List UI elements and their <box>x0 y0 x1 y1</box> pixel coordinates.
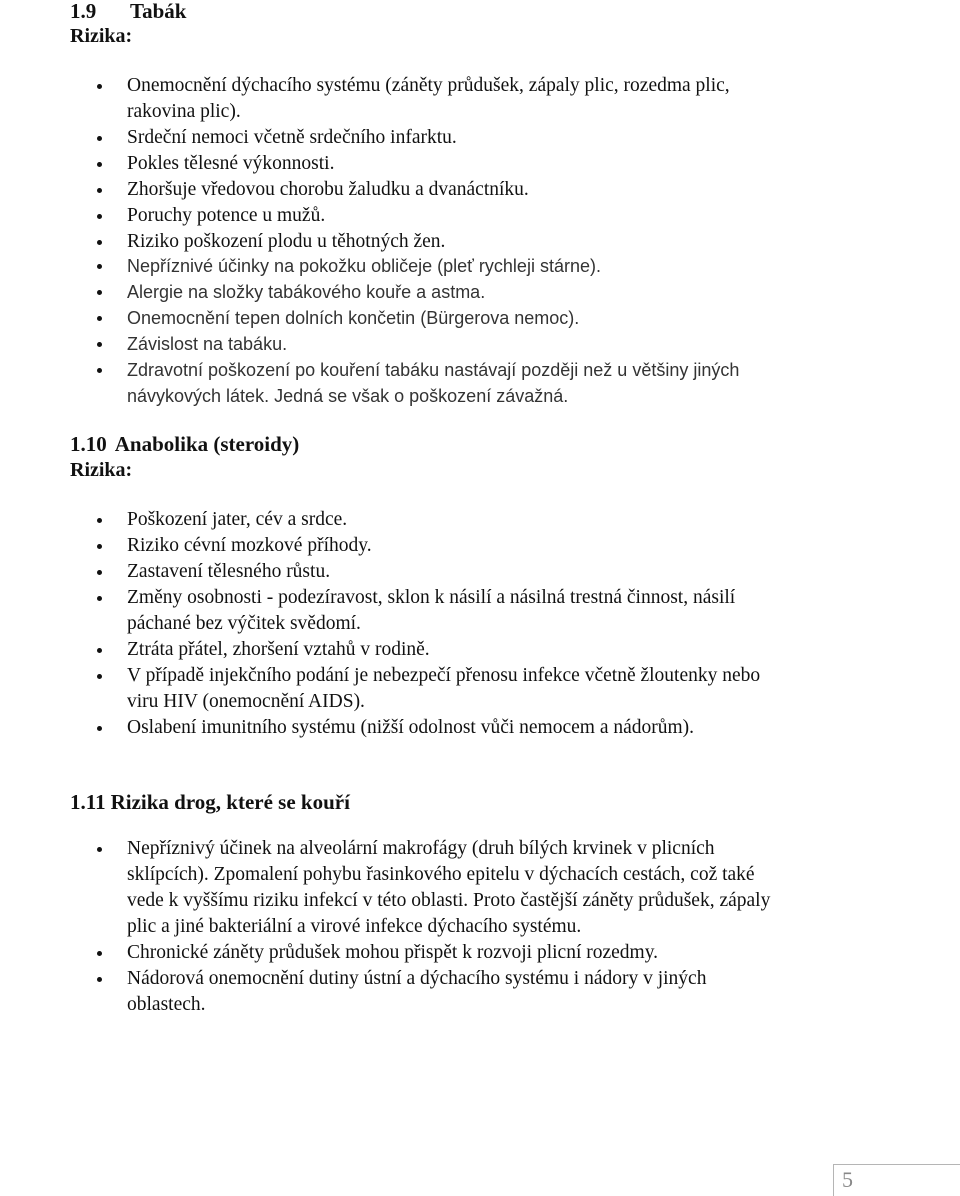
bullet-icon <box>97 951 102 956</box>
bullet-icon <box>97 368 102 373</box>
list-item: Změny osobnosti - podezíravost, sklon k násilí a násilná trestná činnost, násilí páchané bez výčitek svědomí. <box>0 585 777 637</box>
tobacco-risk-list <box>0 73 777 255</box>
section-number: 1.10 <box>70 432 107 456</box>
bullet-icon <box>97 214 102 219</box>
anabolics-risk-list <box>0 507 777 741</box>
list-item: Nepříznivý účinek na alveolární makrofágy (druh bílých krvinek v plicních sklípcích). Zpomalení pohybu řasinkového epitelu v dýchacích cestách, což také vede k vyššímu riziku infekcí v této oblasti. Proto častější záněty průdušek, zápaly plic a jiné bakteriální a virové infekce dýchacího systému. <box>0 836 777 940</box>
bullet-icon <box>97 570 102 575</box>
list-item: Ztráta přátel, zhoršení vztahů v rodině. <box>0 637 777 663</box>
bullet-icon <box>97 596 102 601</box>
list-item: Zdravotní poškození po kouření tabáku nastávají později než u většiny jiných návykových látek. Jedná se však o poškození závažná. <box>0 357 777 409</box>
tobacco-risk-list-cont <box>0 253 777 409</box>
page-number: 5 <box>842 1167 853 1192</box>
bullet-icon <box>97 847 102 852</box>
list-item: Zastavení tělesného růstu. <box>0 559 777 585</box>
bullet-icon <box>97 264 102 269</box>
list-item: Onemocnění dýchacího systému (záněty průdušek, zápaly plic, rozedma plic, rakovina plic). <box>0 73 777 125</box>
section-number: 1.11 <box>70 790 106 814</box>
bullet-icon <box>97 84 102 89</box>
list-item: Chronické záněty průdušek mohou přispět k rozvoji plicní rozedmy. <box>0 940 777 966</box>
section-heading-smoked-drugs <box>70 789 350 815</box>
bullet-icon <box>97 518 102 523</box>
section-heading-tobacco <box>70 0 186 24</box>
bullet-icon <box>97 726 102 731</box>
bullet-icon <box>97 648 102 653</box>
list-item: Onemocnění tepen dolních končetin (Bürgerova nemoc). <box>0 305 777 331</box>
bullet-icon <box>97 162 102 167</box>
list-item: Riziko poškození plodu u těhotných žen. <box>0 229 777 255</box>
bullet-icon <box>97 342 102 347</box>
bullet-icon <box>97 316 102 321</box>
section-title: Tabák <box>130 0 187 23</box>
bullet-icon <box>97 136 102 141</box>
section-title: Anabolika (steroidy) <box>114 432 300 456</box>
list-item: Oslabení imunitního systému (nižší odolnost vůči nemocem a nádorům). <box>0 715 777 741</box>
list-item: V případě injekčního podání je nebezpečí přenosu infekce včetně žloutenky nebo viru HIV (onemocnění AIDS). <box>0 663 777 715</box>
list-item: Nepříznivé účinky na pokožku obličeje (pleť rychleji stárne). <box>0 253 777 279</box>
list-item: Alergie na složky tabákového kouře a astma. <box>0 279 777 305</box>
bullet-icon <box>97 290 102 295</box>
bullet-icon <box>97 977 102 982</box>
list-item: Pokles tělesné výkonnosti. <box>0 151 777 177</box>
section-title: Rizika drog, které se kouří <box>110 790 350 814</box>
section-heading-anabolics <box>70 431 299 457</box>
list-item: Riziko cévní mozkové příhody. <box>0 533 777 559</box>
bullet-icon <box>97 240 102 245</box>
section-number: 1.9 <box>70 0 97 23</box>
bullet-icon <box>97 544 102 549</box>
bullet-icon <box>97 674 102 679</box>
list-item: Srdeční nemoci včetně srdečního infarktu. <box>0 125 777 151</box>
list-item: Zhoršuje vředovou chorobu žaludku a dvanáctníku. <box>0 177 777 203</box>
list-item: Závislost na tabáku. <box>0 331 777 357</box>
risks-label: Rizika: <box>70 25 133 47</box>
list-item: Nádorová onemocnění dutiny ústní a dýchacího systému i nádory v jiných oblastech. <box>0 966 777 1018</box>
list-item: Poškození jater, cév a srdce. <box>0 507 777 533</box>
risks-label: Rizika: <box>70 459 133 481</box>
bullet-icon <box>97 188 102 193</box>
smoked-drugs-risk-list <box>0 836 777 1018</box>
list-item: Poruchy potence u mužů. <box>0 203 777 229</box>
